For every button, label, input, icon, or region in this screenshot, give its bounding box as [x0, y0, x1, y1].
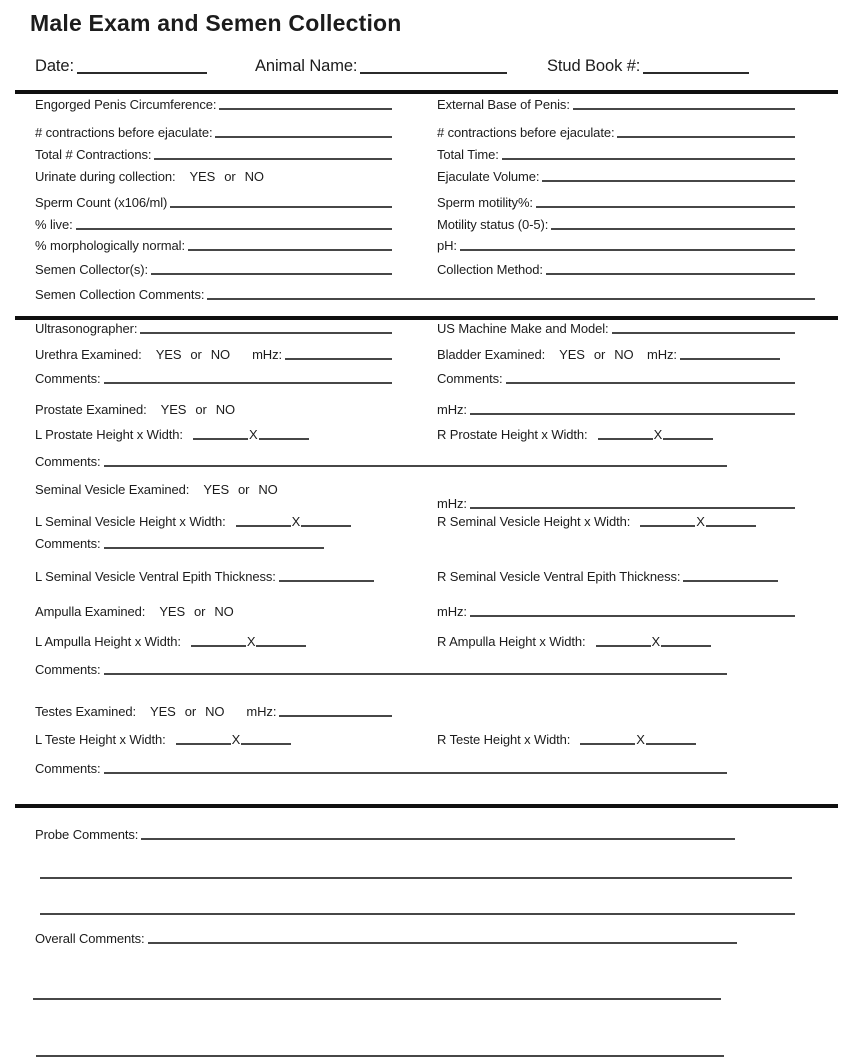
us-machine-input-line[interactable] — [612, 332, 795, 334]
form-title: Male Exam and Semen Collection — [30, 10, 402, 36]
l-ampulla-height-input-line[interactable] — [191, 645, 246, 647]
semen-collection-comments-label: Semen Collection Comments: — [35, 287, 205, 302]
ph-label: pH: — [437, 238, 457, 253]
seminal-vesicle-yes-option[interactable]: YES — [203, 482, 230, 497]
l-seminal-vesicle-width-input-line[interactable] — [301, 525, 351, 527]
ph-input-line[interactable] — [460, 249, 795, 251]
prostate-no-option[interactable]: NO — [215, 402, 236, 417]
urinate-no-option[interactable]: NO — [244, 169, 264, 184]
engorged-penis-circumference-input-line[interactable] — [219, 108, 392, 110]
or-text: or — [194, 604, 206, 619]
external-base-of-penis-input-line[interactable] — [573, 108, 795, 110]
collection-method-label: Collection Method: — [437, 262, 543, 277]
bladder-comments-input-line[interactable] — [506, 382, 795, 384]
ampulla-yes-option[interactable]: YES — [159, 604, 186, 619]
or-text: or — [238, 482, 250, 497]
prostate-yes-no-options — [161, 402, 235, 417]
animal-name-label: Animal Name: — [255, 57, 358, 75]
comments-section — [35, 808, 795, 1057]
r-sv-ventral-epith-input-line[interactable] — [683, 580, 778, 582]
x-separator: X — [636, 732, 645, 747]
l-sv-ventral-epith-input-line[interactable] — [279, 580, 374, 582]
prostate-yes-option[interactable]: YES — [160, 402, 187, 417]
l-prostate-height-input-line[interactable] — [193, 438, 248, 440]
ampulla-comments-label: Comments: — [35, 662, 101, 677]
r-seminal-vesicle-width-input-line[interactable] — [706, 525, 756, 527]
r-prostate-hw-label: R Prostate Height x Width: — [437, 427, 588, 442]
percent-live-input-line[interactable] — [76, 228, 392, 230]
collection-method-input-line[interactable] — [546, 273, 795, 275]
sperm-count-input-line[interactable] — [170, 206, 392, 208]
seminal-vesicle-comments-label: Comments: — [35, 536, 101, 551]
percent-live-label: % live: — [35, 217, 73, 232]
animal-name-input-line[interactable] — [360, 72, 507, 74]
contractions-before-ejaculate-left-label: # contractions before ejaculate: — [35, 125, 213, 140]
header-row — [35, 40, 795, 76]
urethra-yes-option[interactable]: YES — [155, 347, 182, 362]
semen-collectors-input-line[interactable] — [151, 273, 392, 275]
x-separator: X — [651, 634, 661, 649]
l-prostate-hw-label: L Prostate Height x Width: — [35, 427, 183, 442]
seminal-vesicle-yes-no-options — [203, 482, 277, 497]
r-seminal-vesicle-height-input-line[interactable] — [640, 525, 695, 527]
seminal-vesicle-no-option[interactable]: NO — [258, 482, 278, 497]
or-text: or — [224, 169, 236, 184]
semen-collection-comments-input-line[interactable] — [207, 298, 815, 300]
urethra-mhz-input-line[interactable] — [285, 358, 392, 360]
probe-comments-label: Probe Comments: — [35, 827, 139, 842]
urinate-yes-option[interactable]: YES — [189, 169, 216, 184]
contractions-before-ejaculate-right-input-line[interactable] — [617, 136, 795, 138]
testes-yes-option[interactable]: YES — [150, 704, 176, 719]
l-prostate-width-input-line[interactable] — [259, 438, 309, 440]
probe-comments-input-line[interactable] — [141, 838, 735, 840]
testes-examined-label: Testes Examined: — [35, 704, 137, 719]
ampulla-examined-label: Ampulla Examined: — [35, 604, 146, 619]
x-separator: X — [696, 514, 705, 529]
or-text: or — [195, 402, 207, 417]
ampulla-yes-no-options — [159, 604, 233, 619]
bladder-no-option[interactable]: NO — [614, 347, 634, 362]
us-machine-label: US Machine Make and Model: — [437, 321, 609, 336]
l-teste-width-input-line[interactable] — [241, 743, 291, 745]
total-time-label: Total Time: — [437, 147, 499, 162]
ampulla-comments-input-line[interactable] — [104, 673, 727, 675]
l-seminal-vesicle-hw-label: L Seminal Vesicle Height x Width: — [35, 514, 226, 529]
animal-name-field — [255, 57, 507, 76]
ampulla-no-option[interactable]: NO — [214, 604, 234, 619]
prostate-mhz-label: mHz: — [437, 402, 467, 417]
seminal-vesicle-comments-input-line[interactable] — [104, 547, 324, 549]
prostate-mhz-input-line[interactable] — [470, 413, 795, 415]
probe-comments-extra-line-2[interactable] — [40, 879, 795, 915]
overall-comments-label: Overall Comments: — [35, 931, 145, 946]
percent-morph-normal-input-line[interactable] — [188, 249, 392, 251]
testes-mhz-label: mHz: — [246, 704, 277, 719]
ultrasonographer-input-line[interactable] — [140, 332, 392, 334]
x-separator: X — [291, 514, 301, 529]
sperm-motility-label: Sperm motility%: — [437, 195, 533, 210]
l-ampulla-width-input-line[interactable] — [256, 645, 306, 647]
motility-status-input-line[interactable] — [551, 228, 795, 230]
probe-comments-extra-line-1[interactable] — [40, 842, 792, 879]
urethra-mhz-label: mHz: — [252, 347, 283, 362]
seminal-vesicle-mhz-input-line[interactable] — [470, 507, 795, 509]
total-contractions-input-line[interactable] — [154, 158, 392, 160]
urethra-comments-input-line[interactable] — [104, 382, 392, 384]
prostate-examined-label: Prostate Examined: — [35, 402, 147, 417]
testes-mhz-input-line[interactable] — [279, 715, 392, 717]
r-seminal-vesicle-hw-label: R Seminal Vesicle Height x Width: — [437, 514, 631, 529]
urethra-yes-no-options — [156, 347, 230, 362]
x-separator: X — [653, 427, 663, 442]
seminal-vesicle-examined-label: Seminal Vesicle Examined: — [35, 482, 190, 497]
ejaculate-volume-label: Ejaculate Volume: — [437, 169, 540, 184]
or-text: or — [190, 347, 202, 362]
urethra-examined-label: Urethra Examined: — [35, 347, 142, 362]
semen-collection-section — [35, 94, 795, 316]
r-ampulla-height-input-line[interactable] — [596, 645, 651, 647]
r-sv-ventral-epith-label: R Seminal Vesicle Ventral Epith Thickness: — [437, 569, 681, 584]
date-field — [35, 57, 207, 76]
x-separator: X — [248, 427, 258, 442]
ultrasound-section — [35, 320, 795, 804]
urethra-comments-label: Comments: — [35, 371, 101, 386]
testes-comments-input-line[interactable] — [104, 772, 727, 774]
r-ampulla-width-input-line[interactable] — [661, 645, 711, 647]
testes-no-option[interactable]: NO — [205, 704, 225, 719]
l-seminal-vesicle-height-input-line[interactable] — [236, 525, 291, 527]
testes-comments-label: Comments: — [35, 761, 101, 776]
overall-comments-extra-line-2[interactable] — [36, 1000, 724, 1057]
stud-book-label: Stud Book #: — [547, 57, 641, 75]
x-separator: X — [231, 732, 241, 747]
urethra-no-option[interactable]: NO — [210, 347, 231, 362]
overall-comments-extra-line-1[interactable] — [33, 946, 721, 1000]
contractions-before-ejaculate-left-input-line[interactable] — [215, 136, 392, 138]
engorged-penis-circumference-label: Engorged Penis Circumference: — [35, 97, 217, 112]
bladder-mhz-label: mHz: — [647, 347, 677, 362]
stud-book-field — [547, 57, 749, 76]
motility-status-label: Motility status (0-5): — [437, 217, 549, 232]
or-text: or — [593, 347, 606, 362]
ultrasonographer-label: Ultrasonographer: — [35, 321, 138, 336]
r-prostate-height-input-line[interactable] — [598, 438, 653, 440]
x-separator: X — [246, 634, 256, 649]
r-teste-hw-label: R Teste Height x Width: — [437, 732, 571, 747]
r-ampulla-hw-label: R Ampulla Height x Width: — [437, 634, 586, 649]
bladder-comments-label: Comments: — [437, 371, 503, 386]
ejaculate-volume-input-line[interactable] — [542, 180, 795, 182]
bladder-examined-label: Bladder Examined: — [437, 347, 546, 362]
r-teste-height-input-line[interactable] — [580, 743, 635, 745]
total-contractions-label: Total # Contractions: — [35, 147, 152, 162]
l-teste-hw-label: L Teste Height x Width: — [35, 732, 166, 747]
r-teste-width-input-line[interactable] — [646, 743, 696, 745]
prostate-comments-label: Comments: — [35, 454, 101, 469]
seminal-vesicle-mhz-label: mHz: — [437, 496, 467, 511]
l-ampulla-hw-label: L Ampulla Height x Width: — [35, 634, 181, 649]
urinate-during-collection-label: Urinate during collection: — [35, 169, 176, 184]
percent-morph-normal-label: % morphologically normal: — [35, 238, 185, 253]
ampulla-mhz-input-line[interactable] — [470, 615, 795, 617]
urinate-yes-no-options — [189, 169, 263, 184]
date-label: Date: — [35, 57, 74, 75]
external-base-of-penis-label: External Base of Penis: — [437, 97, 570, 112]
stud-book-input-line[interactable] — [643, 72, 749, 74]
testes-yes-no-options — [150, 704, 224, 719]
bladder-yes-option[interactable]: YES — [559, 347, 585, 362]
ampulla-mhz-label: mHz: — [437, 604, 467, 619]
l-teste-height-input-line[interactable] — [176, 743, 231, 745]
total-time-input-line[interactable] — [502, 158, 795, 160]
contractions-before-ejaculate-right-label: # contractions before ejaculate: — [437, 125, 615, 140]
r-prostate-width-input-line[interactable] — [663, 438, 713, 440]
semen-collectors-label: Semen Collector(s): — [35, 262, 148, 277]
bladder-yes-no-options — [559, 347, 633, 362]
prostate-comments-input-line[interactable] — [104, 465, 727, 467]
overall-comments-input-line[interactable] — [148, 942, 737, 944]
sperm-count-label: Sperm Count (x106/ml) — [35, 195, 168, 210]
or-text: or — [184, 704, 197, 719]
l-sv-ventral-epith-label: L Seminal Vesicle Ventral Epith Thickness: — [35, 569, 276, 584]
sperm-motility-input-line[interactable] — [536, 206, 795, 208]
date-input-line[interactable] — [77, 72, 207, 74]
bladder-mhz-input-line[interactable] — [680, 358, 780, 360]
